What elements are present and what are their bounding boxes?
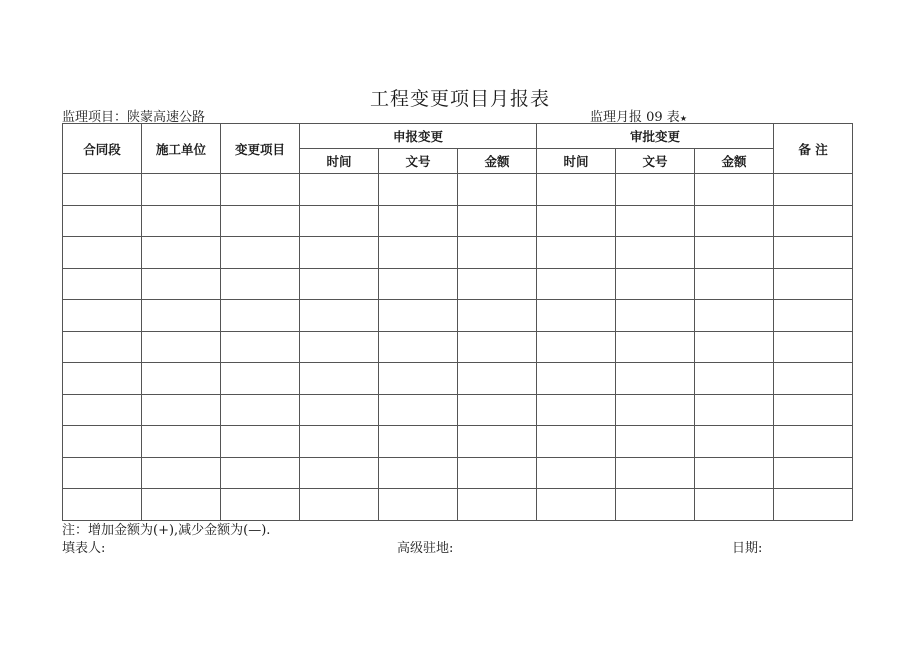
table-cell[interactable] <box>695 363 774 395</box>
table-cell[interactable] <box>221 457 300 489</box>
table-cell[interactable] <box>616 363 695 395</box>
table-body <box>63 174 853 521</box>
table-cell[interactable] <box>774 331 853 363</box>
table-cell[interactable] <box>300 268 379 300</box>
table-cell[interactable] <box>537 237 616 269</box>
apply-amount-header: 金额 <box>458 149 537 174</box>
col-item-header: 变更项目 <box>221 124 300 174</box>
apply-docno-header: 文号 <box>379 149 458 174</box>
table-cell[interactable] <box>63 489 142 521</box>
table-cell[interactable] <box>458 394 537 426</box>
table-cell[interactable] <box>616 300 695 332</box>
table-cell[interactable] <box>774 300 853 332</box>
table-cell[interactable] <box>458 363 537 395</box>
table-cell[interactable] <box>616 426 695 458</box>
col-remark-header: 备 注 <box>774 124 853 174</box>
table-cell[interactable] <box>221 268 300 300</box>
form-title: 工程变更项目月报表 <box>369 88 550 110</box>
table-cell[interactable] <box>537 174 616 206</box>
table-cell[interactable] <box>221 331 300 363</box>
table-cell[interactable] <box>695 205 774 237</box>
table-cell[interactable] <box>537 268 616 300</box>
table-cell[interactable] <box>379 300 458 332</box>
table-cell[interactable] <box>300 331 379 363</box>
approve-time-header: 时间 <box>537 149 616 174</box>
table-cell[interactable] <box>142 457 221 489</box>
table-cell[interactable] <box>63 331 142 363</box>
date-label: 日期: <box>732 541 763 556</box>
table-cell[interactable] <box>458 331 537 363</box>
table-cell[interactable] <box>695 426 774 458</box>
table-cell[interactable] <box>379 426 458 458</box>
table-cell[interactable] <box>458 237 537 269</box>
table-cell[interactable] <box>537 489 616 521</box>
table-cell[interactable] <box>63 237 142 269</box>
approve-docno-header: 文号 <box>616 149 695 174</box>
table-cell[interactable] <box>774 237 853 269</box>
table-cell[interactable] <box>63 363 142 395</box>
table-cell[interactable] <box>142 394 221 426</box>
header-row-1 <box>63 124 853 149</box>
table-row <box>63 489 853 521</box>
table-cell[interactable] <box>63 300 142 332</box>
table-cell[interactable] <box>142 300 221 332</box>
table-cell[interactable] <box>63 426 142 458</box>
table-cell[interactable] <box>695 331 774 363</box>
table-cell[interactable] <box>695 237 774 269</box>
table-cell[interactable] <box>142 363 221 395</box>
table-cell[interactable] <box>221 237 300 269</box>
table-row <box>63 426 853 458</box>
table-cell[interactable] <box>221 426 300 458</box>
project-label: 监理项目：陕蒙高速公路 <box>62 110 206 125</box>
table-cell[interactable] <box>774 394 853 426</box>
table-cell[interactable] <box>458 205 537 237</box>
table-cell[interactable] <box>379 394 458 426</box>
table-row <box>63 457 853 489</box>
table-cell[interactable] <box>300 363 379 395</box>
table-cell[interactable] <box>616 205 695 237</box>
table-cell[interactable] <box>63 205 142 237</box>
table-cell[interactable] <box>458 489 537 521</box>
table-cell[interactable] <box>300 426 379 458</box>
table-cell[interactable] <box>300 394 379 426</box>
table-cell[interactable] <box>695 394 774 426</box>
table-cell[interactable] <box>63 457 142 489</box>
table-cell[interactable] <box>537 457 616 489</box>
table-cell[interactable] <box>63 174 142 206</box>
table-row <box>63 300 853 332</box>
table-cell[interactable] <box>221 300 300 332</box>
table-cell[interactable] <box>695 489 774 521</box>
table-cell[interactable] <box>379 174 458 206</box>
table-cell[interactable] <box>458 457 537 489</box>
table-row <box>63 363 853 395</box>
table-cell[interactable] <box>379 363 458 395</box>
table-cell[interactable] <box>537 363 616 395</box>
table-cell[interactable] <box>695 268 774 300</box>
table-cell[interactable] <box>300 174 379 206</box>
table-cell[interactable] <box>221 363 300 395</box>
table-cell[interactable] <box>537 300 616 332</box>
table-cell[interactable] <box>537 331 616 363</box>
table-cell[interactable] <box>300 457 379 489</box>
table-cell[interactable] <box>774 205 853 237</box>
table-cell[interactable] <box>616 268 695 300</box>
table-cell[interactable] <box>774 363 853 395</box>
footnote: 注：增加金额为(+),减少金额为(—). <box>62 523 271 538</box>
table-cell[interactable] <box>142 426 221 458</box>
table-cell[interactable] <box>379 489 458 521</box>
group-apply-header: 申报变更 <box>300 124 537 149</box>
apply-time-header: 时间 <box>300 149 379 174</box>
table-cell[interactable] <box>221 489 300 521</box>
table-cell[interactable] <box>142 205 221 237</box>
table-cell[interactable] <box>616 489 695 521</box>
table-row <box>63 237 853 269</box>
table-cell[interactable] <box>695 457 774 489</box>
table-cell[interactable] <box>221 174 300 206</box>
table-cell[interactable] <box>616 394 695 426</box>
table-cell[interactable] <box>616 237 695 269</box>
col-unit-header: 施工单位 <box>142 124 221 174</box>
star-mark: ★ <box>679 114 687 123</box>
table-row <box>63 394 853 426</box>
table-row <box>63 331 853 363</box>
resident-office-label: 高级驻地: <box>397 541 454 556</box>
table-row <box>63 205 853 237</box>
filler-label: 填表人: <box>62 541 106 556</box>
table-cell[interactable] <box>774 174 853 206</box>
table-cell[interactable] <box>142 174 221 206</box>
table-cell[interactable] <box>774 489 853 521</box>
table-cell[interactable] <box>221 205 300 237</box>
table-cell[interactable] <box>300 237 379 269</box>
table-cell[interactable] <box>142 268 221 300</box>
table-cell[interactable] <box>379 268 458 300</box>
table-cell[interactable] <box>379 205 458 237</box>
table-cell[interactable] <box>774 268 853 300</box>
group-approve-header: 审批变更 <box>537 124 774 149</box>
table-cell[interactable] <box>379 331 458 363</box>
change-report-table <box>62 123 853 521</box>
approve-amount-header: 金额 <box>695 149 774 174</box>
table-cell[interactable] <box>537 394 616 426</box>
table-cell[interactable] <box>616 331 695 363</box>
table-cell[interactable] <box>142 331 221 363</box>
table-cell[interactable] <box>300 300 379 332</box>
table-cell[interactable] <box>458 268 537 300</box>
table-cell[interactable] <box>63 394 142 426</box>
table-cell[interactable] <box>458 174 537 206</box>
table-cell[interactable] <box>221 394 300 426</box>
table-cell[interactable] <box>537 426 616 458</box>
table-cell[interactable] <box>142 237 221 269</box>
table-cell[interactable] <box>616 174 695 206</box>
table-row <box>63 268 853 300</box>
table-cell[interactable] <box>695 300 774 332</box>
col-contract-header: 合同段 <box>63 124 142 174</box>
table-cell[interactable] <box>458 426 537 458</box>
table-cell[interactable] <box>142 489 221 521</box>
table-cell[interactable] <box>300 489 379 521</box>
table-cell[interactable] <box>616 457 695 489</box>
table-cell[interactable] <box>379 237 458 269</box>
table-cell[interactable] <box>300 205 379 237</box>
form-number-text: 监理月报 09 表 <box>590 110 680 125</box>
table-row <box>63 174 853 206</box>
table-cell[interactable] <box>695 174 774 206</box>
table-cell[interactable] <box>458 300 537 332</box>
table-cell[interactable] <box>774 426 853 458</box>
table-cell[interactable] <box>774 457 853 489</box>
table-cell[interactable] <box>63 268 142 300</box>
table-cell[interactable] <box>537 205 616 237</box>
table-cell[interactable] <box>379 457 458 489</box>
